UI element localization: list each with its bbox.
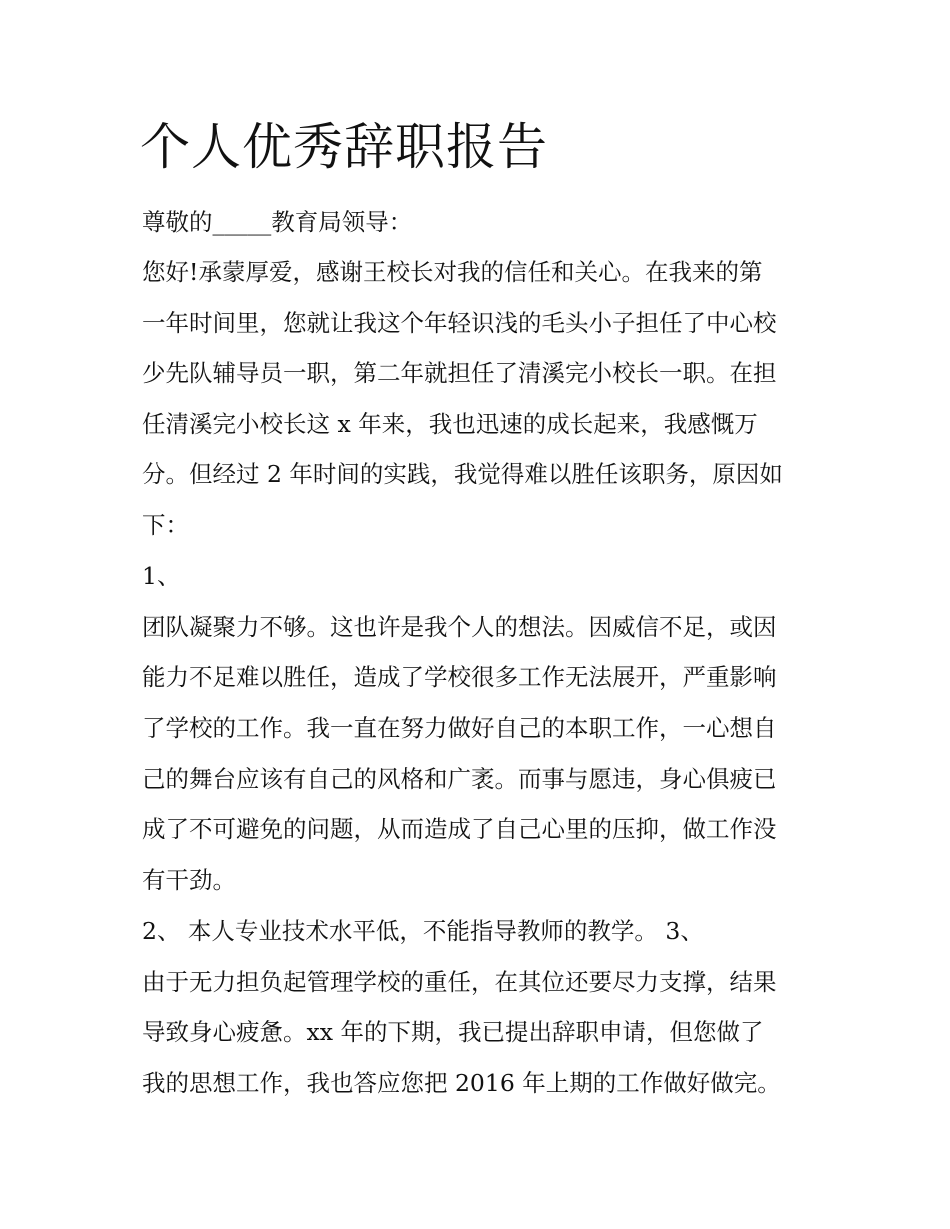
body-line: 能力不足难以胜任，造成了学校很多工作无法展开，严重影响: [142, 663, 777, 691]
body-line: 有干劲。: [142, 866, 236, 894]
body-line: 我的思想工作，我也答应您把 2016 年上期的工作做好做完。: [142, 1069, 781, 1097]
body-line: 成了不可避免的问题，从而造成了自己心里的压抑，做工作没: [142, 815, 777, 843]
list-number-1: 1、: [142, 562, 181, 590]
body-line: 己的舞台应该有自己的风格和广袤。而事与愿违，身心俱疲已: [142, 765, 777, 793]
body-line: 由于无力担负起管理学校的重任，在其位还要尽力支撑，结果: [142, 968, 777, 996]
body-line: 您好!承蒙厚爱，感谢王校长对我的信任和关心。在我来的第: [142, 258, 763, 286]
document-title: 个人优秀辞职报告: [140, 118, 548, 176]
list-item-2: 2、 本人专业技术水平低，不能指导教师的教学。 3、: [142, 917, 704, 945]
body-line: 团队凝聚力不够。这也许是我个人的想法。因威信不足，或因: [142, 613, 777, 641]
body-line: 一年时间里，您就让我这个年轻识浅的毛头小子担任了中心校: [142, 309, 777, 337]
body-line: 了学校的工作。我一直在努力做好自己的本职工作，一心想自: [142, 714, 777, 742]
body-line: 少先队辅导员一职，第二年就担任了清溪完小校长一职。在担: [142, 359, 777, 387]
body-line: 导致身心疲惫。xx 年的下期，我已提出辞职申请，但您做了: [142, 1018, 764, 1046]
body-line: 任清溪完小校长这 x 年来，我也迅速的成长起来，我感慨万: [142, 410, 758, 438]
body-line: 下：: [142, 511, 189, 539]
body-line: 分。但经过 2 年时间的实践，我觉得难以胜任该职务，原因如: [142, 460, 783, 488]
salutation: 尊敬的_____教育局领导：: [142, 208, 413, 236]
